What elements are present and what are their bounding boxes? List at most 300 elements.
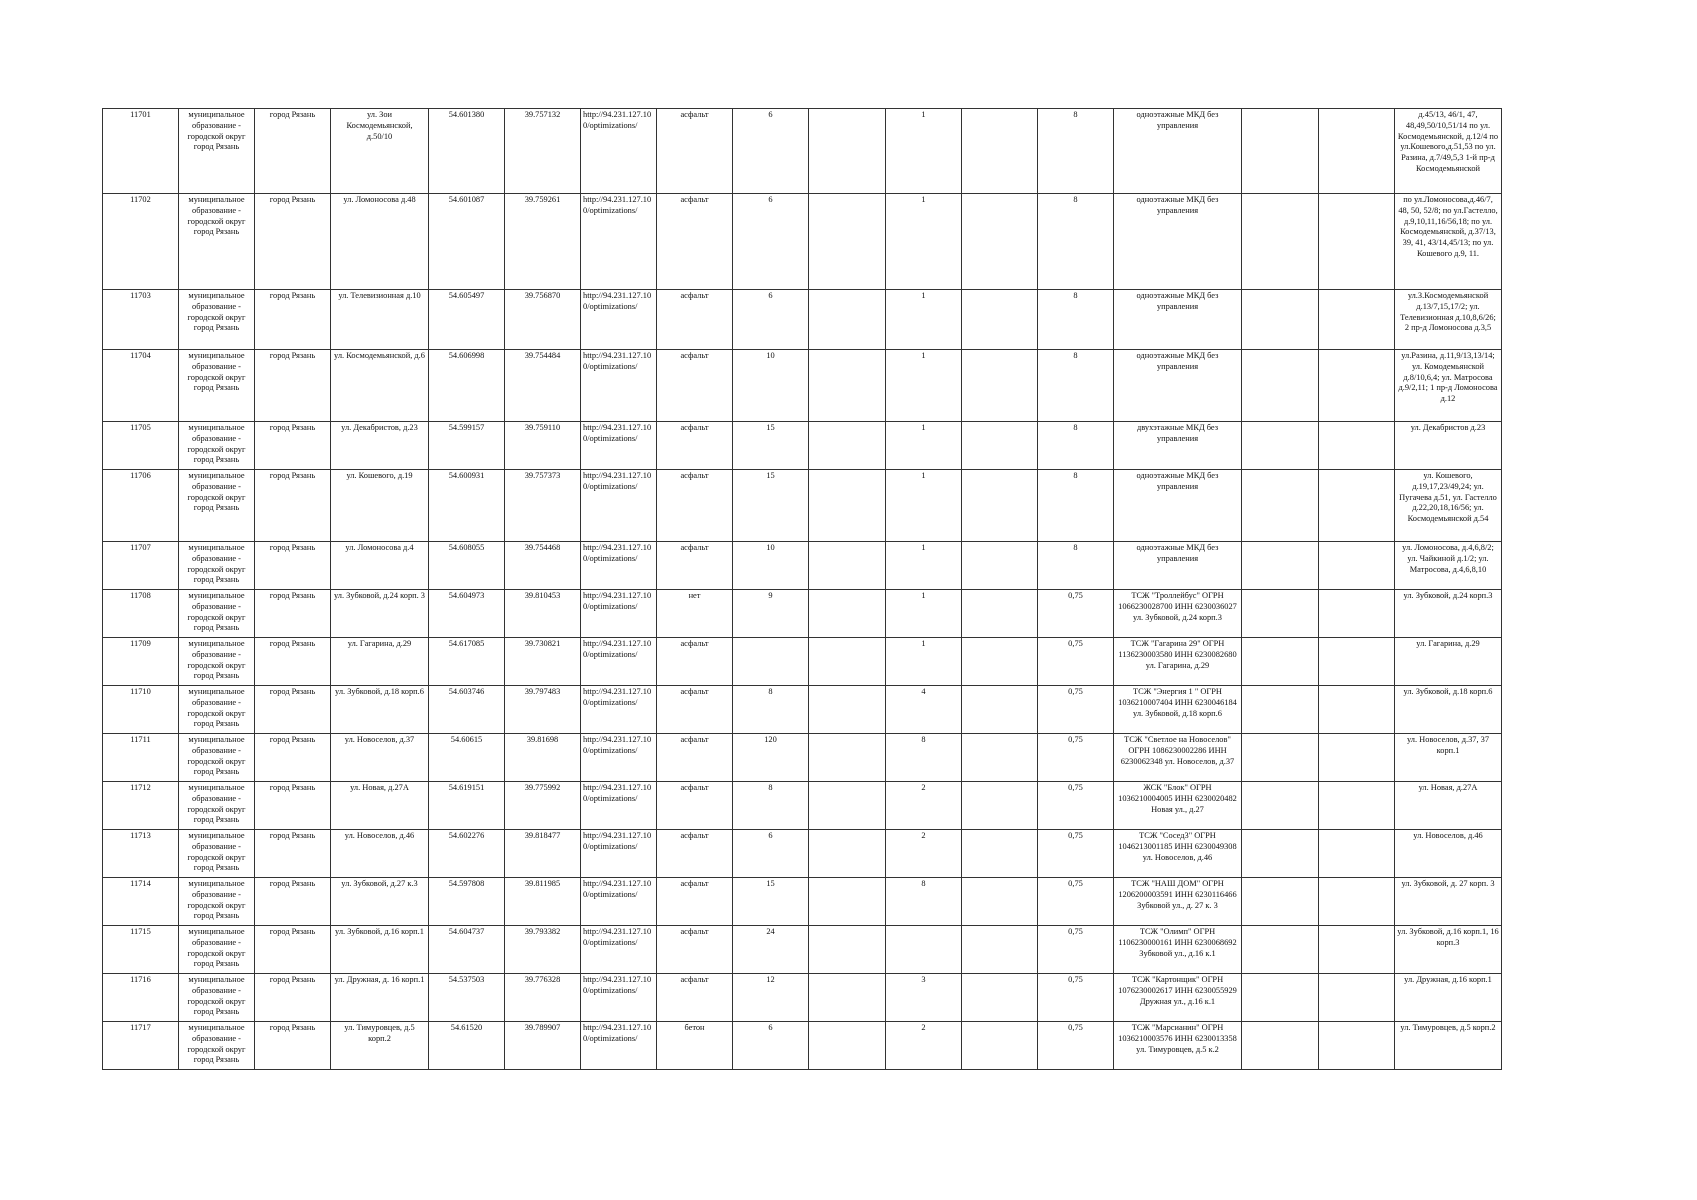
- cell-volume: 0,75: [1038, 782, 1114, 830]
- table-row: [103, 109, 1502, 194]
- cell-c16: [1319, 926, 1395, 974]
- cell-containers: [886, 926, 962, 974]
- table-row: [103, 638, 1502, 686]
- cell-lon: 39.730821: [505, 638, 581, 686]
- cell-c10: [809, 686, 886, 734]
- cell-c12: [962, 878, 1038, 926]
- cell-c12: [962, 734, 1038, 782]
- cell-municipality: муниципальное образование - городской округ город Рязань: [179, 290, 255, 350]
- cell-id: 11707: [103, 542, 179, 590]
- cell-c10: [809, 974, 886, 1022]
- cell-lat: 54.608055: [429, 542, 505, 590]
- cell-volume: 0,75: [1038, 926, 1114, 974]
- cell-c16: [1319, 782, 1395, 830]
- cell-municipality: муниципальное образование - городской округ город Рязань: [179, 470, 255, 542]
- cell-containers: 1: [886, 638, 962, 686]
- cell-c10: [809, 542, 886, 590]
- table-row: [103, 686, 1502, 734]
- cell-c15: [1242, 422, 1319, 470]
- cell-owner: ТСЖ "Олимп" ОГРН 1106230000161 ИНН 6230068692 Зубковой ул., д.16 к.1: [1114, 926, 1242, 974]
- cell-c10: [809, 878, 886, 926]
- cell-surface: асфальт: [657, 109, 733, 194]
- cell-c12: [962, 194, 1038, 290]
- cell-owner: ТСЖ "Марсианин" ОГРН 1036210003576 ИНН 6230013358 ул. Тимуровцев, д.5 к.2: [1114, 1022, 1242, 1070]
- cell-c16: [1319, 422, 1395, 470]
- cell-lon: 39.793382: [505, 926, 581, 974]
- cell-sources: ул. Зубковой, д.24 корп.3: [1395, 590, 1502, 638]
- table-row: [103, 542, 1502, 590]
- cell-sources: ул.З.Космодемьянской д.13/7,15,17/2; ул. Телевизионная д.10,8,6/26; 2 пр-д Ломоносова д.3,5: [1395, 290, 1502, 350]
- cell-address: ул. Новоселов, д.37: [331, 734, 429, 782]
- cell-owner: одноэтажные МКД без управления: [1114, 350, 1242, 422]
- cell-area: 15: [733, 470, 809, 542]
- cell-containers: 8: [886, 878, 962, 926]
- cell-owner: ТСЖ "Энергия 1 " ОГРН 1036210007404 ИНН 6230046184 ул. Зубковой, д.18 корп.6: [1114, 686, 1242, 734]
- cell-lon: 39.789907: [505, 1022, 581, 1070]
- cell-id: 11715: [103, 926, 179, 974]
- cell-surface: асфальт: [657, 686, 733, 734]
- cell-surface: асфальт: [657, 542, 733, 590]
- table-row: [103, 194, 1502, 290]
- cell-owner: ТСЖ "Троллейбус" ОГРН 1066230028700 ИНН 6230036027 ул. Зубковой, д.24 корп.3: [1114, 590, 1242, 638]
- cell-owner: одноэтажные МКД без управления: [1114, 470, 1242, 542]
- cell-lat: 54.604737: [429, 926, 505, 974]
- table-row: [103, 974, 1502, 1022]
- cell-sources: ул. Ломоносова, д.4,6,8/2; ул. Чайкиной д.1/2; ул. Матросова, д.4,6,8,10: [1395, 542, 1502, 590]
- cell-municipality: муниципальное образование - городской округ город Рязань: [179, 734, 255, 782]
- cell-c15: [1242, 350, 1319, 422]
- cell-city: город Рязань: [255, 590, 331, 638]
- cell-url: http://94.231.127.100/optimizations/: [581, 734, 657, 782]
- cell-address: ул. Зубковой, д.27 к.3: [331, 878, 429, 926]
- cell-volume: 0,75: [1038, 638, 1114, 686]
- cell-sources: по ул.Ломоносова,д.46/7, 48, 50, 52/8; по ул.Гастелло, д.9,10,11,16/56,18; по ул. Космодемьянской, д.37/13, 39, 41, 43/14,45/13; по ул. Кошевого д.9, 11.: [1395, 194, 1502, 290]
- cell-lat: 54.619151: [429, 782, 505, 830]
- cell-containers: 1: [886, 422, 962, 470]
- cell-city: город Рязань: [255, 686, 331, 734]
- table-row: [103, 290, 1502, 350]
- cell-c15: [1242, 878, 1319, 926]
- cell-municipality: муниципальное образование - городской округ город Рязань: [179, 878, 255, 926]
- cell-volume: 0,75: [1038, 686, 1114, 734]
- cell-c10: [809, 734, 886, 782]
- cell-city: город Рязань: [255, 878, 331, 926]
- cell-surface: асфальт: [657, 926, 733, 974]
- cell-id: 11703: [103, 290, 179, 350]
- cell-containers: 1: [886, 470, 962, 542]
- cell-containers: 8: [886, 734, 962, 782]
- cell-owner: ТСЖ "Картонщик" ОГРН 1076230002617 ИНН 6230055929 Дружная ул., д.16 к.1: [1114, 974, 1242, 1022]
- cell-volume: 8: [1038, 422, 1114, 470]
- cell-c15: [1242, 686, 1319, 734]
- cell-address: ул. Тимуровцев, д.5 корп.2: [331, 1022, 429, 1070]
- table-row: [103, 350, 1502, 422]
- cell-c12: [962, 109, 1038, 194]
- cell-c15: [1242, 542, 1319, 590]
- cell-city: город Рязань: [255, 290, 331, 350]
- cell-municipality: муниципальное образование - городской округ город Рязань: [179, 590, 255, 638]
- cell-c10: [809, 290, 886, 350]
- table-row: [103, 470, 1502, 542]
- cell-id: 11713: [103, 830, 179, 878]
- cell-url: http://94.231.127.100/optimizations/: [581, 638, 657, 686]
- cell-c16: [1319, 350, 1395, 422]
- cell-surface: асфальт: [657, 194, 733, 290]
- cell-lat: 54.599157: [429, 422, 505, 470]
- cell-volume: 0,75: [1038, 734, 1114, 782]
- cell-area: 120: [733, 734, 809, 782]
- cell-sources: ул. Зубковой, д. 27 корп. 3: [1395, 878, 1502, 926]
- cell-area: 8: [733, 782, 809, 830]
- cell-sources: д.45/13, 46/1, 47, 48,49,50/10,51/14 по ул. Космодемьянской, д.12/4 по ул.Кошевого,д.51,53 по ул. Разина, д.7/49,5,3 1-й пр-д Космодемьянской: [1395, 109, 1502, 194]
- cell-surface: бетон: [657, 1022, 733, 1070]
- cell-id: 11705: [103, 422, 179, 470]
- table-row: [103, 422, 1502, 470]
- cell-containers: 2: [886, 782, 962, 830]
- cell-c10: [809, 109, 886, 194]
- cell-url: http://94.231.127.100/optimizations/: [581, 422, 657, 470]
- cell-city: город Рязань: [255, 194, 331, 290]
- table-row: [103, 734, 1502, 782]
- cell-lon: 39.759110: [505, 422, 581, 470]
- cell-lon: 39.811985: [505, 878, 581, 926]
- cell-address: ул. Ломоносова д.48: [331, 194, 429, 290]
- cell-containers: 2: [886, 830, 962, 878]
- cell-address: ул. Зубковой, д.16 корп.1: [331, 926, 429, 974]
- cell-municipality: муниципальное образование - городской округ город Рязань: [179, 686, 255, 734]
- cell-municipality: муниципальное образование - городской округ город Рязань: [179, 782, 255, 830]
- cell-surface: асфальт: [657, 422, 733, 470]
- cell-lat: 54.601087: [429, 194, 505, 290]
- cell-c12: [962, 782, 1038, 830]
- cell-address: ул. Зубковой, д.18 корп.6: [331, 686, 429, 734]
- cell-url: http://94.231.127.100/optimizations/: [581, 686, 657, 734]
- cell-city: город Рязань: [255, 638, 331, 686]
- cell-owner: ТСЖ "Гагарина 29" ОГРН 1136230003580 ИНН 6230082680 ул. Гагарина, д.29: [1114, 638, 1242, 686]
- cell-owner: ТСЖ "НАШ ДОМ" ОГРН 1206200003591 ИНН 6230116466 Зубковой ул., д. 27 к. 3: [1114, 878, 1242, 926]
- cell-c12: [962, 290, 1038, 350]
- cell-owner: одноэтажные МКД без управления: [1114, 109, 1242, 194]
- cell-surface: асфальт: [657, 470, 733, 542]
- cell-url: http://94.231.127.100/optimizations/: [581, 470, 657, 542]
- cell-c15: [1242, 194, 1319, 290]
- cell-c12: [962, 1022, 1038, 1070]
- cell-c10: [809, 638, 886, 686]
- cell-address: ул. Новая, д.27А: [331, 782, 429, 830]
- cell-lon: 39.797483: [505, 686, 581, 734]
- cell-surface: асфальт: [657, 974, 733, 1022]
- cell-containers: 1: [886, 590, 962, 638]
- cell-volume: 8: [1038, 109, 1114, 194]
- cell-address: ул. Новоселов, д.46: [331, 830, 429, 878]
- cell-sources: ул. Зубковой, д.16 корп.1, 16 корп.3: [1395, 926, 1502, 974]
- cell-c15: [1242, 1022, 1319, 1070]
- cell-sources: ул. Новоселов, д.46: [1395, 830, 1502, 878]
- cell-lat: 54.60615: [429, 734, 505, 782]
- cell-lon: 39.775992: [505, 782, 581, 830]
- cell-address: ул. Ломоносова д.4: [331, 542, 429, 590]
- cell-containers: 2: [886, 1022, 962, 1070]
- cell-city: город Рязань: [255, 542, 331, 590]
- cell-area: 10: [733, 350, 809, 422]
- cell-c15: [1242, 782, 1319, 830]
- cell-c16: [1319, 542, 1395, 590]
- cell-sources: ул.Разина, д.11,9/13,13/14; ул. Комодемьянской д.8/10,6,4; ул. Матросова д.9/2,11; 1 пр-д Ломоносова д.12: [1395, 350, 1502, 422]
- cell-c16: [1319, 194, 1395, 290]
- cell-volume: 0,75: [1038, 974, 1114, 1022]
- cell-id: 11709: [103, 638, 179, 686]
- cell-sources: ул. Кошевого, д.19,17,23/49,24; ул. Пугачева д.51, ул. Гастелло д.22,20,18,16/56; ул. Космодемьянской д.54: [1395, 470, 1502, 542]
- cell-id: 11716: [103, 974, 179, 1022]
- cell-city: город Рязань: [255, 830, 331, 878]
- cell-city: город Рязань: [255, 470, 331, 542]
- cell-owner: одноэтажные МКД без управления: [1114, 542, 1242, 590]
- cell-area: 6: [733, 109, 809, 194]
- cell-surface: асфальт: [657, 830, 733, 878]
- cell-lon: 39.818477: [505, 830, 581, 878]
- cell-municipality: муниципальное образование - городской округ город Рязань: [179, 926, 255, 974]
- cell-municipality: муниципальное образование - городской округ город Рязань: [179, 194, 255, 290]
- cell-address: ул. Кошевого, д.19: [331, 470, 429, 542]
- cell-area: [733, 638, 809, 686]
- cell-c10: [809, 350, 886, 422]
- cell-lat: 54.602276: [429, 830, 505, 878]
- cell-containers: 3: [886, 974, 962, 1022]
- cell-id: 11708: [103, 590, 179, 638]
- cell-owner: одноэтажные МКД без управления: [1114, 194, 1242, 290]
- cell-area: 15: [733, 422, 809, 470]
- cell-area: 12: [733, 974, 809, 1022]
- cell-sources: ул. Гагарина, д.29: [1395, 638, 1502, 686]
- cell-surface: асфальт: [657, 734, 733, 782]
- cell-area: 8: [733, 686, 809, 734]
- cell-c12: [962, 830, 1038, 878]
- cell-volume: 0,75: [1038, 590, 1114, 638]
- table-row: [103, 590, 1502, 638]
- cell-id: 11702: [103, 194, 179, 290]
- cell-lat: 54.597808: [429, 878, 505, 926]
- cell-area: 6: [733, 830, 809, 878]
- cell-c15: [1242, 734, 1319, 782]
- cell-c10: [809, 194, 886, 290]
- cell-c16: [1319, 290, 1395, 350]
- cell-owner: ТСЖ "Сосед3" ОГРН 1046213001185 ИНН 6230049308 ул. Новоселов, д.46: [1114, 830, 1242, 878]
- cell-volume: 8: [1038, 350, 1114, 422]
- cell-lon: 39.754468: [505, 542, 581, 590]
- cell-c16: [1319, 974, 1395, 1022]
- cell-owner: двухэтажные МКД без управления: [1114, 422, 1242, 470]
- cell-c15: [1242, 926, 1319, 974]
- cell-url: http://94.231.127.100/optimizations/: [581, 194, 657, 290]
- cell-c12: [962, 638, 1038, 686]
- cell-lon: 39.759261: [505, 194, 581, 290]
- cell-volume: 8: [1038, 542, 1114, 590]
- cell-lat: 54.603746: [429, 686, 505, 734]
- cell-id: 11701: [103, 109, 179, 194]
- cell-sources: ул. Новоселов, д.37, 37 корп.1: [1395, 734, 1502, 782]
- registry-table: [102, 108, 1502, 1070]
- cell-sources: ул. Тимуровцев, д.5 корп.2: [1395, 1022, 1502, 1070]
- cell-c16: [1319, 686, 1395, 734]
- cell-c15: [1242, 109, 1319, 194]
- cell-owner: одноэтажные МКД без управления: [1114, 290, 1242, 350]
- cell-city: город Рязань: [255, 350, 331, 422]
- cell-c15: [1242, 974, 1319, 1022]
- cell-url: http://94.231.127.100/optimizations/: [581, 350, 657, 422]
- cell-lat: 54.601380: [429, 109, 505, 194]
- cell-volume: 8: [1038, 194, 1114, 290]
- cell-lon: 39.754484: [505, 350, 581, 422]
- cell-url: http://94.231.127.100/optimizations/: [581, 1022, 657, 1070]
- cell-city: город Рязань: [255, 974, 331, 1022]
- cell-volume: 0,75: [1038, 830, 1114, 878]
- cell-lon: 39.756870: [505, 290, 581, 350]
- cell-city: город Рязань: [255, 926, 331, 974]
- cell-municipality: муниципальное образование - городской округ город Рязань: [179, 542, 255, 590]
- cell-url: http://94.231.127.100/optimizations/: [581, 542, 657, 590]
- cell-lon: 39.810453: [505, 590, 581, 638]
- cell-containers: 1: [886, 350, 962, 422]
- cell-volume: 8: [1038, 470, 1114, 542]
- cell-lon: 39.776328: [505, 974, 581, 1022]
- cell-surface: асфальт: [657, 782, 733, 830]
- cell-volume: 0,75: [1038, 878, 1114, 926]
- cell-lon: 39.81698: [505, 734, 581, 782]
- table-row: [103, 830, 1502, 878]
- cell-address: ул. Дружная, д. 16 корп.1: [331, 974, 429, 1022]
- cell-c15: [1242, 590, 1319, 638]
- cell-id: 11711: [103, 734, 179, 782]
- cell-c12: [962, 974, 1038, 1022]
- cell-city: город Рязань: [255, 782, 331, 830]
- cell-c16: [1319, 1022, 1395, 1070]
- cell-c15: [1242, 830, 1319, 878]
- cell-c12: [962, 686, 1038, 734]
- cell-id: 11706: [103, 470, 179, 542]
- table-row: [103, 926, 1502, 974]
- cell-containers: 4: [886, 686, 962, 734]
- cell-lon: 39.757132: [505, 109, 581, 194]
- cell-c16: [1319, 109, 1395, 194]
- cell-address: ул. Гагарина, д.29: [331, 638, 429, 686]
- cell-surface: асфальт: [657, 350, 733, 422]
- cell-c10: [809, 590, 886, 638]
- cell-sources: ул. Зубковой, д.18 корп.6: [1395, 686, 1502, 734]
- cell-id: 11704: [103, 350, 179, 422]
- cell-volume: 0,75: [1038, 1022, 1114, 1070]
- cell-c10: [809, 782, 886, 830]
- cell-owner: ЖСК "Блок" ОГРН 1036210004005 ИНН 6230020482 Новая ул., д.27: [1114, 782, 1242, 830]
- cell-city: город Рязань: [255, 1022, 331, 1070]
- cell-c12: [962, 926, 1038, 974]
- cell-municipality: муниципальное образование - городской округ город Рязань: [179, 638, 255, 686]
- cell-municipality: муниципальное образование - городской округ город Рязань: [179, 974, 255, 1022]
- cell-id: 11717: [103, 1022, 179, 1070]
- cell-containers: 1: [886, 109, 962, 194]
- cell-c12: [962, 350, 1038, 422]
- cell-lat: 54.606998: [429, 350, 505, 422]
- cell-volume: 8: [1038, 290, 1114, 350]
- cell-lat: 54.600931: [429, 470, 505, 542]
- cell-area: 15: [733, 878, 809, 926]
- cell-municipality: муниципальное образование - городской округ город Рязань: [179, 1022, 255, 1070]
- cell-c10: [809, 926, 886, 974]
- cell-c12: [962, 590, 1038, 638]
- cell-c12: [962, 470, 1038, 542]
- cell-area: 24: [733, 926, 809, 974]
- cell-surface: нет: [657, 590, 733, 638]
- cell-city: город Рязань: [255, 422, 331, 470]
- cell-c10: [809, 422, 886, 470]
- cell-c16: [1319, 878, 1395, 926]
- cell-surface: асфальт: [657, 878, 733, 926]
- cell-municipality: муниципальное образование - городской округ город Рязань: [179, 350, 255, 422]
- cell-municipality: муниципальное образование - городской округ город Рязань: [179, 830, 255, 878]
- cell-c10: [809, 470, 886, 542]
- cell-lon: 39.757373: [505, 470, 581, 542]
- cell-url: http://94.231.127.100/optimizations/: [581, 109, 657, 194]
- cell-area: 6: [733, 1022, 809, 1070]
- table-row: [103, 1022, 1502, 1070]
- table-row: [103, 782, 1502, 830]
- cell-sources: ул. Дружная, д.16 корп.1: [1395, 974, 1502, 1022]
- cell-surface: асфальт: [657, 638, 733, 686]
- cell-lat: 54.605497: [429, 290, 505, 350]
- cell-lat: 54.537503: [429, 974, 505, 1022]
- cell-url: http://94.231.127.100/optimizations/: [581, 878, 657, 926]
- cell-city: город Рязань: [255, 734, 331, 782]
- cell-address: ул. Зубковой, д.24 корп. 3: [331, 590, 429, 638]
- cell-url: http://94.231.127.100/optimizations/: [581, 926, 657, 974]
- cell-lat: 54.61520: [429, 1022, 505, 1070]
- cell-url: http://94.231.127.100/optimizations/: [581, 974, 657, 1022]
- cell-id: 11714: [103, 878, 179, 926]
- cell-c16: [1319, 734, 1395, 782]
- cell-c15: [1242, 290, 1319, 350]
- cell-c16: [1319, 638, 1395, 686]
- cell-sources: ул. Новая, д.27А: [1395, 782, 1502, 830]
- cell-area: 10: [733, 542, 809, 590]
- cell-c12: [962, 542, 1038, 590]
- cell-lat: 54.617085: [429, 638, 505, 686]
- cell-c16: [1319, 830, 1395, 878]
- cell-c16: [1319, 590, 1395, 638]
- cell-sources: ул. Декабристов д.23: [1395, 422, 1502, 470]
- cell-area: 9: [733, 590, 809, 638]
- cell-c15: [1242, 470, 1319, 542]
- cell-owner: ТСЖ "Светлое на Новоселов" ОГРН 1086230002286 ИНН 6230062348 ул. Новоселов, д.37: [1114, 734, 1242, 782]
- cell-municipality: муниципальное образование - городской округ город Рязань: [179, 422, 255, 470]
- cell-area: 6: [733, 290, 809, 350]
- cell-url: http://94.231.127.100/optimizations/: [581, 590, 657, 638]
- cell-c16: [1319, 470, 1395, 542]
- table-row: [103, 878, 1502, 926]
- cell-id: 11710: [103, 686, 179, 734]
- cell-containers: 1: [886, 542, 962, 590]
- cell-id: 11712: [103, 782, 179, 830]
- cell-city: город Рязань: [255, 109, 331, 194]
- cell-address: ул. Зои Космодемьянской, д.50/10: [331, 109, 429, 194]
- cell-containers: 1: [886, 290, 962, 350]
- cell-address: ул. Телевизионная д.10: [331, 290, 429, 350]
- cell-address: ул. Космодемьянской, д.6: [331, 350, 429, 422]
- cell-url: http://94.231.127.100/optimizations/: [581, 290, 657, 350]
- cell-surface: асфальт: [657, 290, 733, 350]
- cell-c10: [809, 830, 886, 878]
- cell-address: ул. Декабристов, д.23: [331, 422, 429, 470]
- cell-area: 6: [733, 194, 809, 290]
- cell-c12: [962, 422, 1038, 470]
